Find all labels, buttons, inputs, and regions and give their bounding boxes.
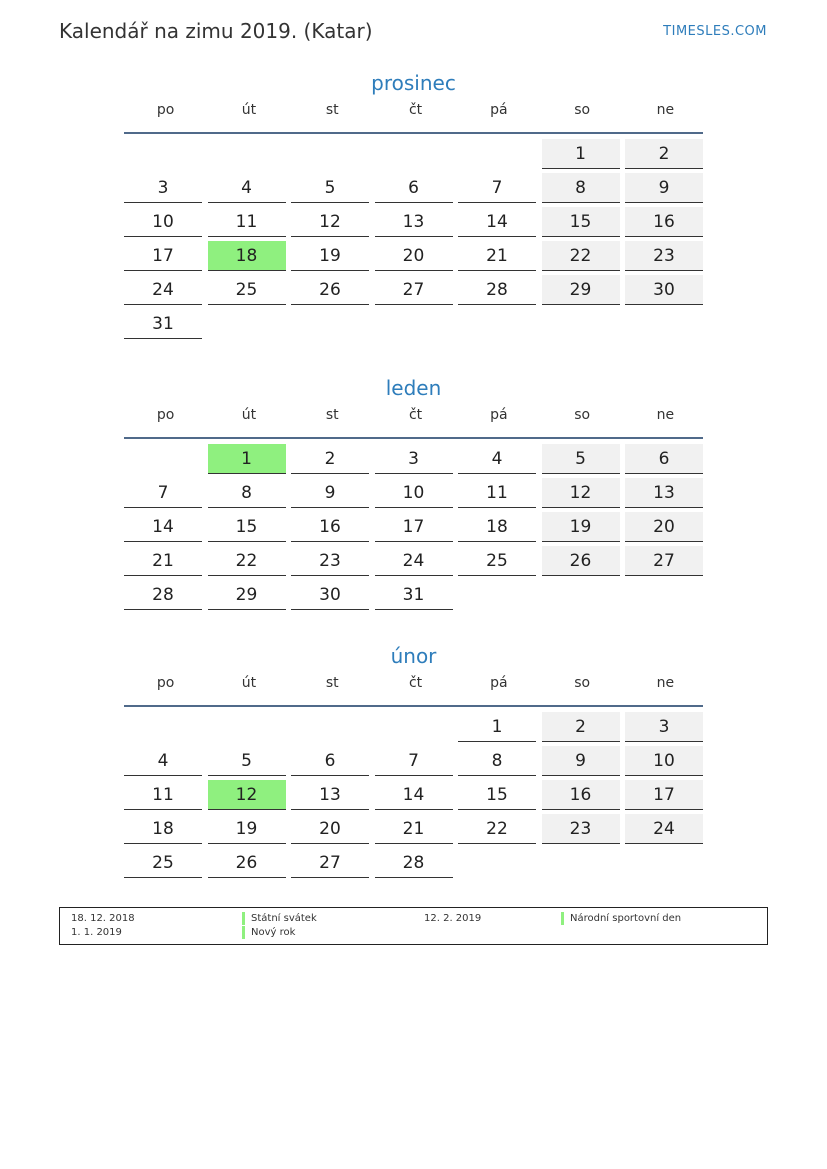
- weekend-day-cell: 13: [625, 478, 703, 508]
- day-cell: 28: [124, 580, 202, 610]
- month-title: únor: [390, 644, 437, 668]
- weekend-day-cell: 2: [625, 139, 703, 169]
- legend-date: 1. 1. 2019: [71, 927, 122, 938]
- day-cell: 4: [124, 746, 202, 776]
- weekday-label: so: [574, 407, 591, 423]
- empty-cell: [124, 139, 202, 169]
- holiday-day-cell: 12: [208, 780, 286, 810]
- day-cell: 25: [124, 848, 202, 878]
- weekday-label: po: [156, 102, 175, 118]
- day-cell: 18: [458, 512, 536, 542]
- day-cell: 11: [124, 780, 202, 810]
- day-cell: 28: [375, 848, 453, 878]
- day-grid: [124, 444, 703, 610]
- day-cell: 25: [208, 275, 286, 305]
- day-cell: 12: [291, 207, 369, 237]
- month-block: [124, 373, 703, 610]
- day-cell: 19: [291, 241, 369, 271]
- weekend-day-cell: 16: [625, 207, 703, 237]
- day-cell: 15: [208, 512, 286, 542]
- day-cell: 13: [291, 780, 369, 810]
- weekend-day-cell: 17: [625, 780, 703, 810]
- day-cell: 18: [124, 814, 202, 844]
- weekday-label: út: [241, 675, 257, 691]
- weekend-day-cell: 23: [625, 241, 703, 271]
- day-cell: 5: [208, 746, 286, 776]
- day-cell: 3: [124, 173, 202, 203]
- day-cell: 8: [208, 478, 286, 508]
- legend-holiday-name: Státní svátek: [242, 912, 317, 925]
- weekend-day-cell: 9: [625, 173, 703, 203]
- weekday-label: st: [325, 407, 339, 423]
- day-cell: 29: [208, 580, 286, 610]
- weekend-day-cell: 2: [542, 712, 620, 742]
- weekday-label: pá: [490, 675, 508, 691]
- day-cell: 24: [124, 275, 202, 305]
- weekday-label: pá: [490, 102, 508, 118]
- day-cell: 6: [291, 746, 369, 776]
- day-cell: 11: [458, 478, 536, 508]
- day-cell: 21: [124, 546, 202, 576]
- header-divider: [124, 132, 703, 134]
- weekday-label: pá: [490, 407, 508, 423]
- weekday-label: ne: [656, 675, 675, 691]
- day-cell: 22: [208, 546, 286, 576]
- weekend-day-cell: 24: [625, 814, 703, 844]
- day-cell: 31: [375, 580, 453, 610]
- month-block: [124, 641, 703, 878]
- empty-cell: [291, 139, 369, 169]
- day-cell: 10: [375, 478, 453, 508]
- weekend-day-cell: 20: [625, 512, 703, 542]
- day-cell: 16: [291, 512, 369, 542]
- weekend-day-cell: 16: [542, 780, 620, 810]
- weekday-label: út: [241, 102, 257, 118]
- day-cell: 17: [124, 241, 202, 271]
- weekday-label: čt: [408, 102, 423, 118]
- day-cell: 30: [291, 580, 369, 610]
- day-cell: 28: [458, 275, 536, 305]
- day-cell: 21: [458, 241, 536, 271]
- weekday-label: st: [325, 102, 339, 118]
- day-cell: 14: [124, 512, 202, 542]
- day-cell: 23: [291, 546, 369, 576]
- page-title: Kalendář na zimu 2019. (Katar): [59, 19, 373, 43]
- holiday-legend: [59, 907, 768, 945]
- weekday-label: so: [574, 675, 591, 691]
- weekend-day-cell: 12: [542, 478, 620, 508]
- day-cell: 20: [291, 814, 369, 844]
- month-title: leden: [385, 376, 442, 400]
- legend-holiday-name: Národní sportovní den: [561, 912, 681, 925]
- day-cell: 17: [375, 512, 453, 542]
- empty-cell: [124, 712, 202, 742]
- day-cell: 1: [458, 712, 536, 742]
- empty-cell: [208, 712, 286, 742]
- day-cell: 14: [458, 207, 536, 237]
- weekday-label: čt: [408, 675, 423, 691]
- day-grid: [124, 712, 703, 878]
- weekend-day-cell: 29: [542, 275, 620, 305]
- weekday-label: čt: [408, 407, 423, 423]
- day-cell: 4: [208, 173, 286, 203]
- weekend-day-cell: 6: [625, 444, 703, 474]
- weekend-day-cell: 1: [542, 139, 620, 169]
- header-divider: [124, 437, 703, 439]
- weekday-header: [124, 407, 703, 431]
- day-cell: 26: [291, 275, 369, 305]
- weekend-day-cell: 9: [542, 746, 620, 776]
- empty-cell: [458, 139, 536, 169]
- weekend-day-cell: 23: [542, 814, 620, 844]
- month-block: [124, 68, 703, 339]
- day-cell: 7: [458, 173, 536, 203]
- day-cell: 21: [375, 814, 453, 844]
- empty-cell: [124, 444, 202, 474]
- day-cell: 31: [124, 309, 202, 339]
- day-cell: 5: [291, 173, 369, 203]
- day-cell: 24: [375, 546, 453, 576]
- day-cell: 8: [458, 746, 536, 776]
- day-cell: 6: [375, 173, 453, 203]
- holiday-day-cell: 1: [208, 444, 286, 474]
- empty-cell: [291, 712, 369, 742]
- day-cell: 13: [375, 207, 453, 237]
- day-cell: 15: [458, 780, 536, 810]
- weekend-day-cell: 30: [625, 275, 703, 305]
- day-cell: 3: [375, 444, 453, 474]
- weekday-label: po: [156, 675, 175, 691]
- legend-holiday-name: Nový rok: [242, 926, 295, 939]
- day-cell: 7: [124, 478, 202, 508]
- weekend-day-cell: 5: [542, 444, 620, 474]
- day-cell: 10: [124, 207, 202, 237]
- weekend-day-cell: 8: [542, 173, 620, 203]
- day-cell: 4: [458, 444, 536, 474]
- empty-cell: [375, 712, 453, 742]
- day-cell: 7: [375, 746, 453, 776]
- day-cell: 25: [458, 546, 536, 576]
- legend-date: 12. 2. 2019: [424, 913, 482, 924]
- weekend-day-cell: 10: [625, 746, 703, 776]
- weekday-label: po: [156, 407, 175, 423]
- day-cell: 14: [375, 780, 453, 810]
- weekday-label: ne: [656, 102, 675, 118]
- header-divider: [124, 705, 703, 707]
- empty-cell: [208, 139, 286, 169]
- day-grid: [124, 139, 703, 339]
- empty-cell: [375, 139, 453, 169]
- weekend-day-cell: 27: [625, 546, 703, 576]
- brand-link[interactable]: TIMESLES.COM: [663, 24, 767, 39]
- weekend-day-cell: 22: [542, 241, 620, 271]
- weekday-label: út: [241, 407, 257, 423]
- weekday-header: [124, 102, 703, 126]
- weekday-header: [124, 675, 703, 699]
- holiday-day-cell: 18: [208, 241, 286, 271]
- day-cell: 27: [375, 275, 453, 305]
- day-cell: 26: [208, 848, 286, 878]
- day-cell: 2: [291, 444, 369, 474]
- weekend-day-cell: 19: [542, 512, 620, 542]
- weekday-label: ne: [656, 407, 675, 423]
- month-title: prosinec: [371, 71, 456, 95]
- day-cell: 27: [291, 848, 369, 878]
- day-cell: 19: [208, 814, 286, 844]
- legend-date: 18. 12. 2018: [71, 913, 135, 924]
- day-cell: 9: [291, 478, 369, 508]
- weekday-label: so: [574, 102, 591, 118]
- weekend-day-cell: 3: [625, 712, 703, 742]
- day-cell: 20: [375, 241, 453, 271]
- weekend-day-cell: 15: [542, 207, 620, 237]
- weekend-day-cell: 26: [542, 546, 620, 576]
- weekday-label: st: [325, 675, 339, 691]
- day-cell: 22: [458, 814, 536, 844]
- day-cell: 11: [208, 207, 286, 237]
